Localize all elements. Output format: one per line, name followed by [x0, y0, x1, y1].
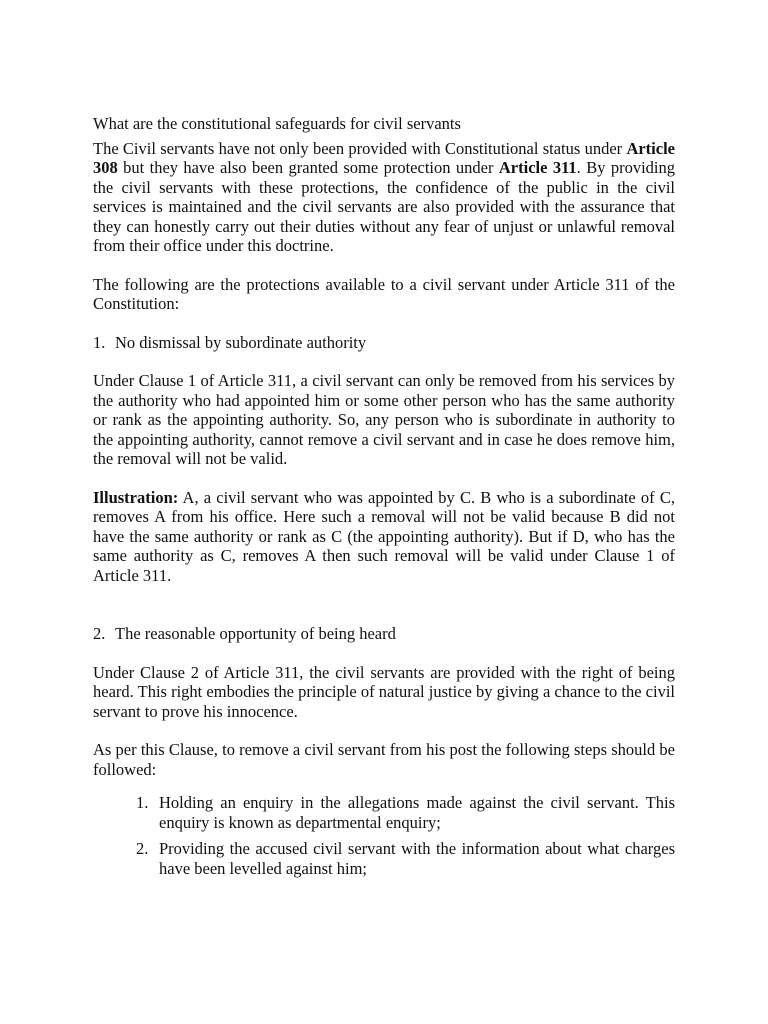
intro-bold-article-311: Article 311 — [498, 158, 577, 177]
section-1-body-paragraph: Under Clause 1 of Article 311, a civil servant can only be removed from his services by the authority who had appointed him or some other person who has the same authority or rank as the appointing authority. So, any person who is subordinate in authority to the appointing authority, cannot remove a civil servant and in case he does remove him, the removal will not be valid. — [93, 371, 675, 468]
steps-list — [93, 793, 675, 878]
list-item-text: Holding an enquiry in the allegations made against the civil servant. This enquiry is known as departmental enquiry; — [159, 793, 675, 832]
document-page — [93, 114, 675, 885]
list-item-text: Providing the accused civil servant with the information about what charges have been levelled against him; — [159, 839, 675, 878]
list-item-number: 1. — [136, 793, 149, 812]
section-1-heading — [93, 333, 675, 353]
intro-text-2: but they have also been granted some protection under — [117, 158, 499, 177]
section-2-heading-text: The reasonable opportunity of being heard — [115, 624, 396, 643]
list-item — [136, 839, 675, 878]
intro-paragraph — [93, 139, 675, 256]
steps-intro-paragraph: As per this Clause, to remove a civil servant from his post the following steps should be followed: — [93, 740, 675, 779]
section-2-number: 2. — [93, 624, 106, 643]
intro-text-1: The Civil servants have not only been provided with Constitutional status under — [93, 138, 627, 158]
intro-text-3: . By providing the civil servants with these protections, the confidence of the public in the civil services is maintained and the civil servants are also provided with the assurance that they can honestly carry out their duties without any fear of unjust or unlawful removal from their office under this doctrine. — [93, 158, 676, 255]
illustration-paragraph — [93, 488, 675, 586]
list-item — [136, 793, 675, 832]
illustration-label: Illustration: — [93, 487, 179, 507]
list-item-number: 2. — [136, 839, 149, 858]
section-1-number: 1. — [93, 332, 106, 352]
intro-bold-article-308: Article 308 — [93, 138, 675, 177]
document-title: What are the constitutional safeguards for civil servants — [93, 114, 461, 133]
section-2-body-paragraph: Under Clause 2 of Article 311, the civil servants are provided with the right of being heard. This right embodies the principle of natural justice by giving a chance to the civil servant to prove his innocence. — [93, 662, 675, 721]
illustration-text: A, a civil servant who was appointed by C. B who is a subordinate of C, removes A from his office. Here such a removal will not be valid because B did not have the same authority or rank as C (the appointing authority). But if D, who has the same authority as C, removes A then such removal will be valid under Clause 1 of Article 311. — [93, 487, 675, 585]
section-1-heading-text: No dismissal by subordinate authority — [115, 332, 367, 352]
protections-intro-paragraph: The following are the protections available to a civil servant under Article 311 of the Constitution: — [93, 274, 675, 313]
section-2-heading — [93, 624, 675, 644]
